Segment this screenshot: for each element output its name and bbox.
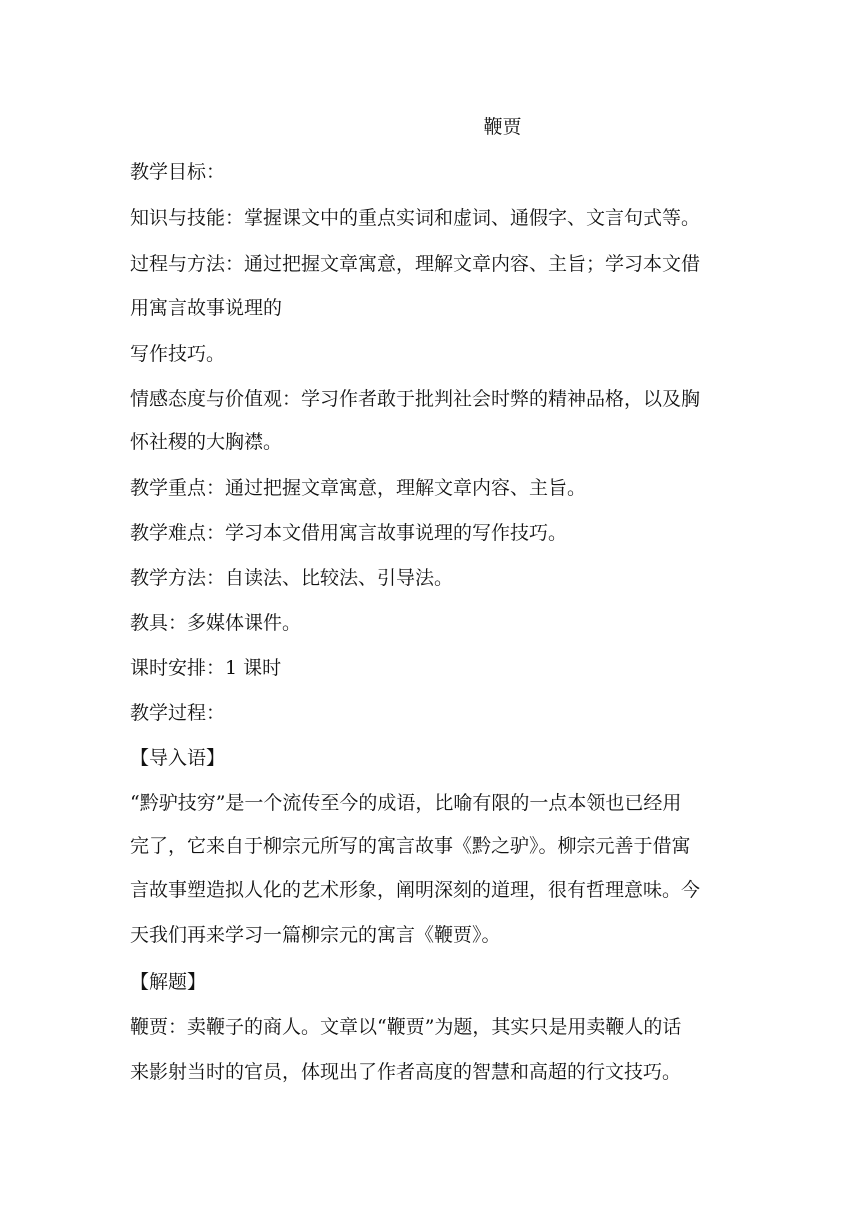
process-methods-line-3: 写作技巧。 xyxy=(130,343,226,365)
explain-line-1: 鞭贾：卖鞭子的商人。文章以“鞭贾”为题，其实只是用卖鞭人的话 xyxy=(130,1016,682,1038)
key-point-line: 教学重点：通过把握文章寓意，理解文章内容、主旨。 xyxy=(130,477,587,499)
document-title: 鞭贾 xyxy=(483,116,522,138)
emotion-values-line-2: 怀社稷的大胸襟。 xyxy=(130,431,283,453)
difficulty-line: 教学难点：学习本文借用寓言故事说理的写作技巧。 xyxy=(130,522,568,544)
process-heading: 教学过程： xyxy=(130,702,226,724)
teaching-tools-line: 教具：多媒体课件。 xyxy=(130,612,302,634)
intro-line-2: 完了，它来自于柳宗元所写的寓言故事《黔之驴》。柳宗元善于借寓 xyxy=(130,835,691,857)
explain-line-2: 来影射当时的官员，体现出了作者高度的智慧和高超的行文技巧。 xyxy=(130,1061,682,1083)
intro-line-1: “黔驴技穷”是一个流传至今的成语，比喻有限的一点本领也已经用 xyxy=(130,792,682,814)
explain-heading: 【解题】 xyxy=(130,971,207,993)
knowledge-skills-line: 知识与技能：掌握课文中的重点实词和虚词、通假字、文言句式等。 xyxy=(130,207,701,229)
intro-heading: 【导入语】 xyxy=(130,747,226,769)
objectives-heading: 教学目标： xyxy=(130,161,226,183)
schedule-line: 课时安排：1 课时 xyxy=(130,657,282,679)
teaching-method-line: 教学方法：自读法、比较法、引导法。 xyxy=(130,567,454,589)
process-methods-line-1: 过程与方法：通过把握文章寓意，理解文章内容、主旨；学习本文借 xyxy=(130,253,701,275)
intro-line-4: 天我们再来学习一篇柳宗元的寓言《鞭贾》。 xyxy=(130,924,501,946)
process-methods-line-2: 用寓言故事说理的 xyxy=(130,297,283,319)
emotion-values-line-1: 情感态度与价值观：学习作者敢于批判社会时弊的精神品格，以及胸 xyxy=(130,388,701,410)
intro-line-3: 言故事塑造拟人化的艺术形象，阐明深刻的道理，很有哲理意味。今 xyxy=(130,879,701,901)
